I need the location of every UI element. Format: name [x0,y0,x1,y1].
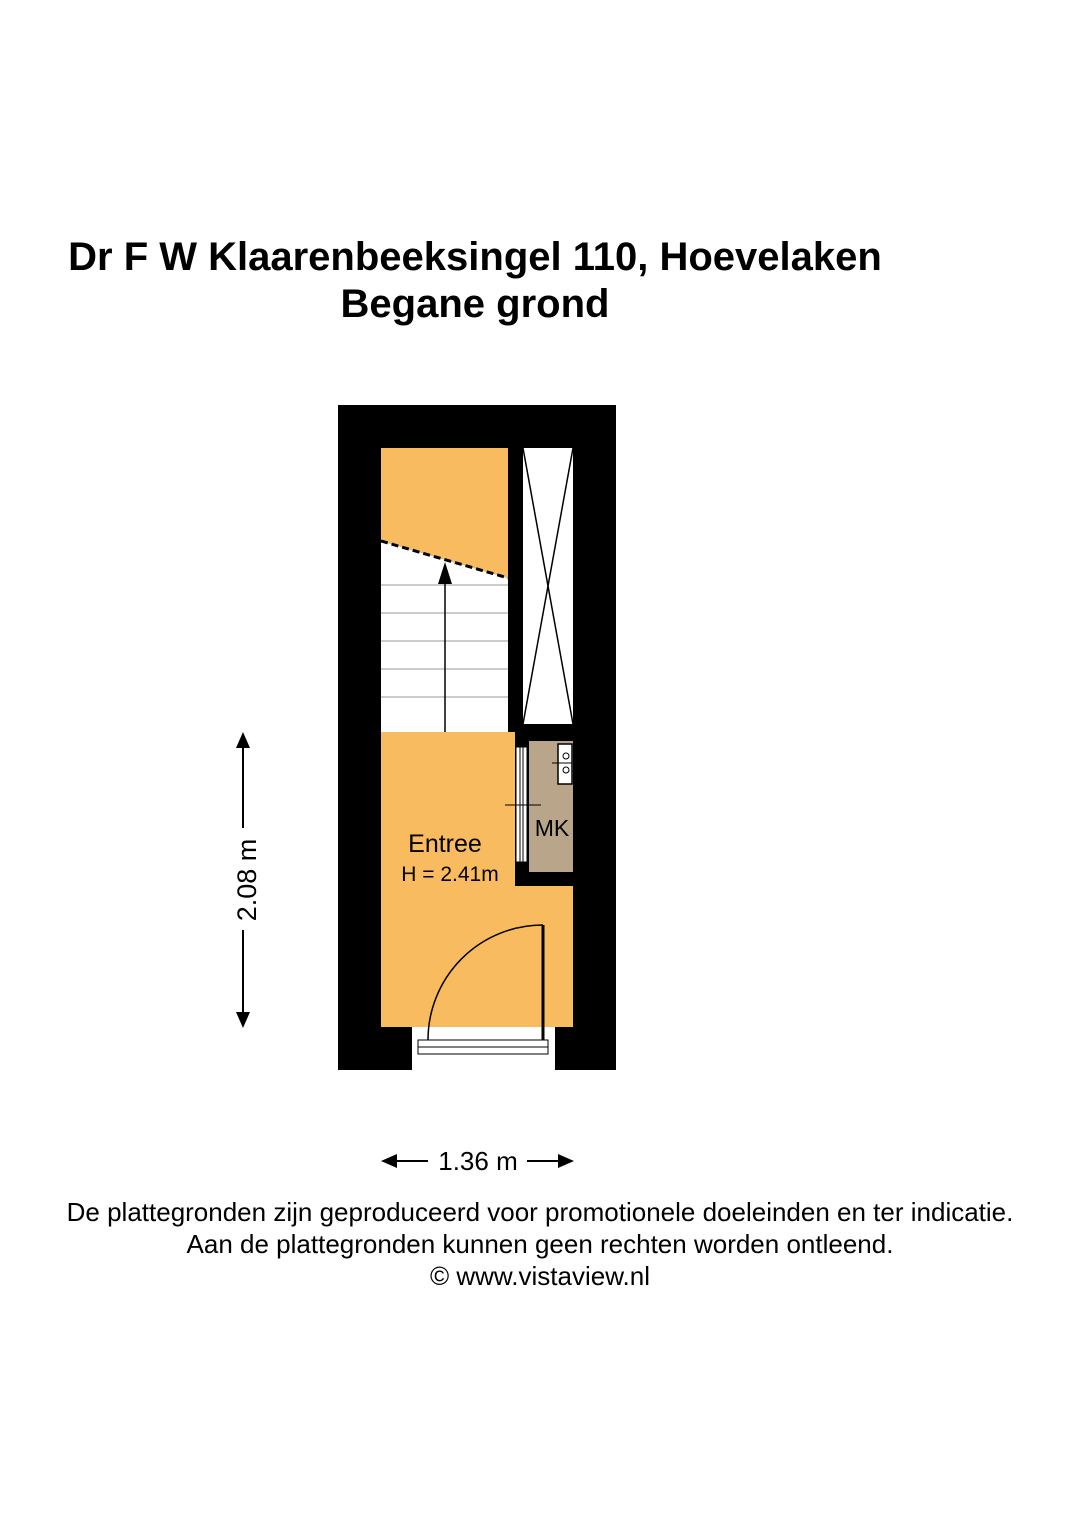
room-label-entree: Entree [408,830,482,858]
dimension-arrowhead [236,1012,250,1028]
dimension-arrowhead [558,1154,574,1168]
room-label-mk: MK [534,815,570,841]
plan-address-title: Dr F W Klaarenbeeksingel 110, Hoevelaken [68,235,882,279]
dimension-arrowhead [381,1154,397,1168]
copyright-line: © www.vistaview.nl [430,1261,650,1291]
plan-floor-title: Begane grond [340,282,610,326]
room-height-entree: H = 2.41m [401,863,499,886]
dimension-arrowhead [236,732,250,748]
dimension-vertical-label: 2.08 m [232,838,262,922]
dimension-horizontal-label: 1.36 m [438,1146,518,1176]
disclaimer-line-1: De plattegronden zijn geproduceerd voor promotionele doeleinden en ter indicatie. [66,1197,1014,1227]
disclaimer-line-2: Aan de plattegronden kunnen geen rechten worden ontleend. [186,1229,894,1259]
meter-box [558,744,572,784]
